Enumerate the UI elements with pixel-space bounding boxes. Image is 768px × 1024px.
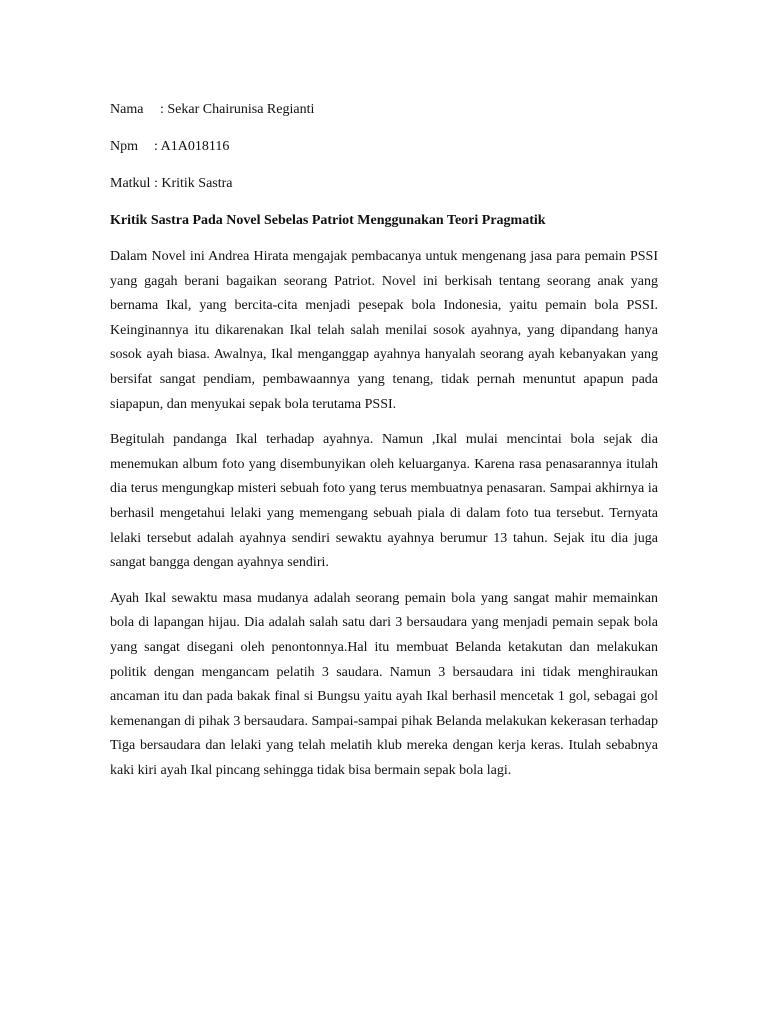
- name-value: : Sekar Chairunisa Regianti: [160, 102, 315, 117]
- name-line: [110, 100, 658, 120]
- document-page: [110, 100, 658, 794]
- name-label: Nama: [110, 102, 144, 117]
- npm-line: [110, 137, 658, 157]
- course-line: [110, 174, 658, 194]
- document-title: Kritik Sastra Pada Novel Sebelas Patriot Menggunakan Teori Pragmatik: [110, 213, 546, 228]
- paragraph-2: Begitulah pandanga Ikal terhadap ayahnya. Namun ,Ikal mulai mencintai bola sejak dia menemukan album foto yang disembunyikan oleh keluarganya. Karena rasa penasarannya itulah dia terus mengungkap misteri sebuah foto yang terus membuatnya penasaran. Sampai akhirnya ia berhasil mengetahui lelaki yang memengang sebuah piala di dalam foto tua tersebut. Ternyata lelaki tersebut adalah ayahnya sendiri sewaktu ayahnya berumur 13 tahun. Sejak itu dia juga sangat bangga dengan ayahnya sendiri.: [110, 432, 658, 571]
- paragraph-3: Ayah Ikal sewaktu masa mudanya adalah seorang pemain bola yang sangat mahir memainkan bola di lapangan hijau. Dia adalah salah satu dari 3 bersaudara yang menjadi pemain sepak bola yang sangat disegani oleh penontonnya.Hal itu membuat Belanda ketakutan dan melakukan politik dengan mengancam pelatih 3 saudara. Namun 3 bersaudara ini tidak menghiraukan ancaman itu dan pada bakak final si Bungsu yaitu ayah Ikal berhasil mencetak 1 gol, sebagai gol kemenangan di pihak 3 bersaudara. Sampai-sampai pihak Belanda melakukan kekerasan terhadap Tiga bersaudara dan lelaki yang telah melatih klub mereka dengan kerja keras. Itulah sebabnya kaki kiri ayah Ikal pincang sehingga tidak bisa bermain sepak bola lagi.: [110, 590, 658, 778]
- paragraph-1: Dalam Novel ini Andrea Hirata mengajak pembacanya untuk mengenang jasa para pemain PSSI yang gagah berani bagaikan seorang Patriot. Novel ini berkisah tentang seorang anak yang bernama Ikal, yang bercita-cita menjadi pesepak bola Indonesia, yaitu pemain bola PSSI. Keinginannya itu dikarenakan Ikal telah salah menilai sosok ayahnya, yang dipandang hanya sosok ayah biasa. Awalnya, Ikal menganggap ayahnya hanyalah seorang ayah kebanyakan yang bersifat sangat pendiam, pembawaannya yang tenang, tidak pernah menuntut apapun pada siapapun, dan menyukai sepak bola terutama PSSI.: [110, 249, 658, 412]
- course-value: : Kritik Sastra: [153, 176, 233, 191]
- npm-value: : A1A018116: [154, 139, 230, 154]
- course-label: Matkul: [110, 176, 151, 191]
- npm-label: Npm: [110, 139, 138, 154]
